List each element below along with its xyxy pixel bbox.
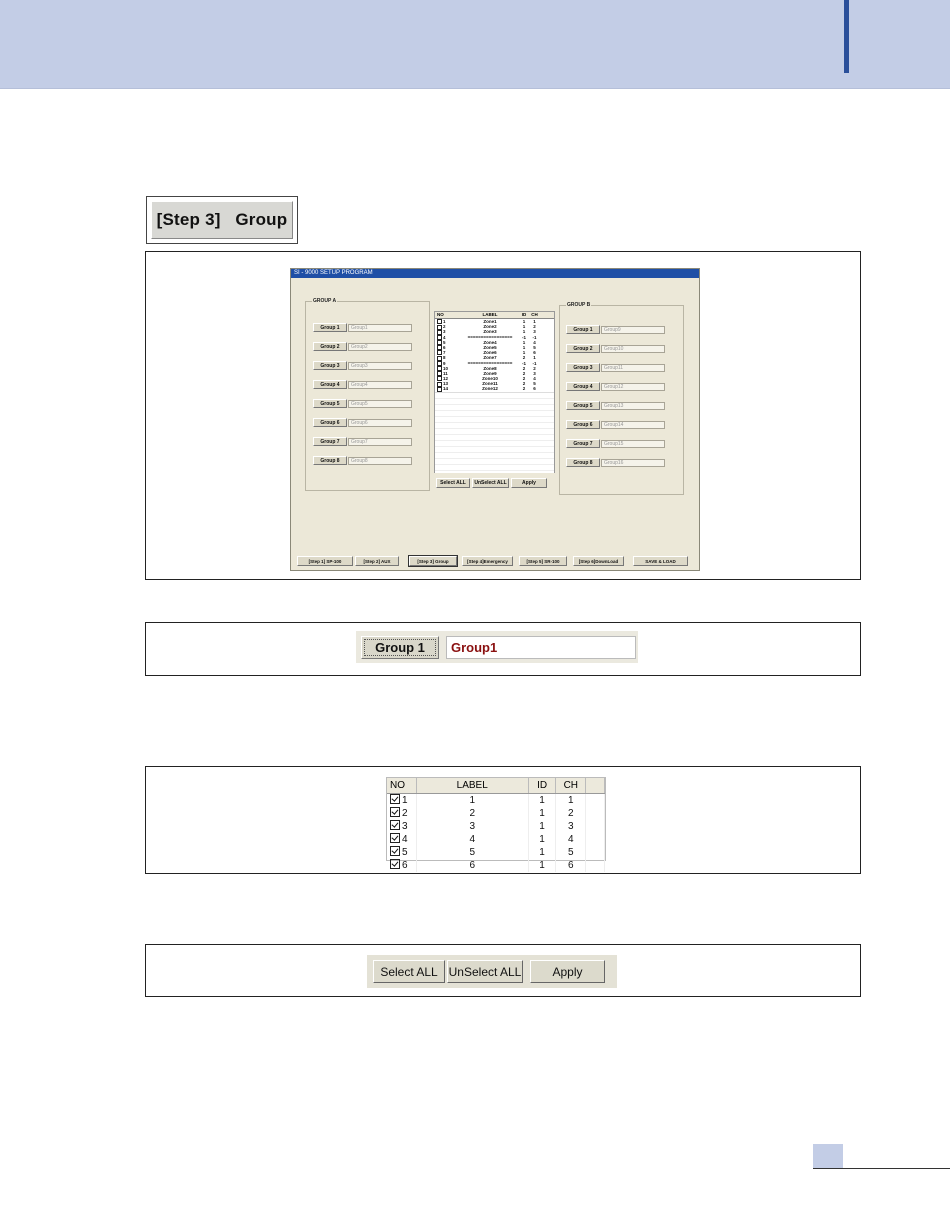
detail-cell: 6 (417, 859, 529, 872)
group_a-field-1[interactable]: Group1 (348, 324, 412, 332)
zone-cell: -1 (532, 334, 537, 340)
header-accent-bar (844, 0, 849, 73)
zone-cell: -1 (532, 360, 537, 366)
group_b-button-8[interactable]: Group 8 (566, 458, 600, 467)
zone-cell: 4 (533, 339, 536, 345)
detail-cell: 4 (556, 833, 586, 846)
checked-checkbox-icon[interactable] (390, 807, 400, 817)
table-row[interactable] (387, 833, 605, 846)
detail-cell: 6 (556, 859, 586, 872)
detail-col-label: LABEL (417, 778, 529, 793)
detail-no[interactable] (387, 833, 417, 846)
zone-cell: Zone12 (482, 386, 498, 392)
group_a-field-6[interactable]: Group6 (348, 419, 412, 427)
zone-cell: 6 (533, 350, 536, 356)
zone-cell: Zone5 (483, 344, 497, 350)
group-b-title: GROUP B (567, 302, 591, 308)
setup-window (290, 268, 700, 571)
zone-cell: Zone1 (483, 319, 497, 324)
zone-cell: 2 (522, 376, 526, 382)
step-button-3[interactable]: [Step 3] Group (409, 556, 457, 566)
detail-col-spacer (586, 778, 605, 793)
detail-cell: 5 (556, 846, 586, 859)
detail-cell: 1 (529, 859, 557, 872)
zone-no-text: 7 (443, 350, 446, 356)
table-row[interactable] (387, 794, 605, 807)
zone-cell: 1 (522, 324, 526, 330)
zone-cell: 6 (533, 386, 536, 392)
checked-checkbox-icon[interactable] (390, 820, 400, 830)
zone-cell: Zone8 (483, 365, 497, 371)
zone-no-text: 8 (443, 355, 446, 361)
zone-no-text: 3 (443, 329, 446, 335)
detail-cell: 1 (529, 794, 557, 807)
detail-no[interactable] (387, 807, 417, 820)
group_b-field-1[interactable]: Group9 (601, 326, 665, 334)
detail-no[interactable] (387, 820, 417, 833)
group_a-button-7[interactable]: Group 7 (313, 437, 347, 446)
zone-cell: -1 (521, 360, 526, 366)
zone-empty-area (435, 392, 554, 473)
detail-cell: 2 (417, 807, 529, 820)
detail-cell: 2 (556, 807, 586, 820)
apply-button-large[interactable]: Apply (530, 960, 605, 983)
zone-no-text: 2 (443, 324, 446, 330)
zone-no-text: 13 (443, 381, 449, 387)
zone-cell: 5 (533, 344, 536, 350)
group_b-field-8[interactable]: Group16 (601, 459, 665, 467)
zone-cell: 2 (522, 370, 526, 376)
zone-cell: 2 (522, 355, 526, 361)
zone-cell: Zone11 (482, 381, 498, 387)
group_a-button-8[interactable]: Group 8 (313, 456, 347, 465)
detail-col-ch: CH (556, 778, 586, 793)
zone-row[interactable] (435, 386, 554, 391)
table-row[interactable] (387, 807, 605, 820)
detail-cell: 5 (417, 846, 529, 859)
apply-button[interactable]: Apply (511, 478, 547, 488)
detail-spacer (586, 820, 605, 833)
zone-cell: Zone9 (483, 370, 497, 376)
col-label: LABEL (482, 312, 498, 317)
zone-no-text: 1 (443, 319, 446, 324)
group-a-title: GROUP A (313, 298, 337, 304)
table-row[interactable] (387, 859, 605, 872)
detail-cell: 1 (556, 794, 586, 807)
zone-cell: 1 (522, 329, 526, 335)
zone-table-header (435, 312, 554, 319)
group_b-button-7[interactable]: Group 7 (566, 439, 600, 448)
group_b-button-1[interactable]: Group 1 (566, 325, 600, 334)
group_a-button-6[interactable]: Group 6 (313, 418, 347, 427)
step-button-1[interactable]: [Step 1] SP-100 (297, 556, 353, 566)
zone-cell: Zone6 (483, 350, 497, 356)
group_b-button-4[interactable]: Group 4 (566, 382, 600, 391)
zone-no-text: 14 (443, 386, 449, 392)
detail-spacer (586, 846, 605, 859)
detail-no-text: 5 (402, 847, 408, 858)
button-bar (367, 955, 617, 988)
select-all-button[interactable]: Select ALL (436, 478, 470, 488)
detail-table-header (387, 778, 605, 794)
table-row[interactable] (387, 820, 605, 833)
zone-no-text: 10 (443, 365, 449, 371)
zone-cell: Zone7 (483, 355, 497, 361)
detail-no[interactable] (387, 794, 417, 807)
detail-spacer (586, 859, 605, 872)
detail-no[interactable] (387, 859, 417, 872)
col-id: ID (521, 312, 527, 317)
group_b-field-6[interactable]: Group14 (601, 421, 665, 429)
detail-cell: 4 (417, 833, 529, 846)
zone-cell: 1 (522, 319, 526, 324)
detail-cell: 1 (417, 794, 529, 807)
detail-spacer (586, 807, 605, 820)
group_a-button-2[interactable]: Group 2 (313, 342, 347, 351)
group_a-field-2[interactable]: Group2 (348, 343, 412, 351)
zone-cell: Zone2 (483, 324, 497, 330)
zone-cell: 2 (533, 365, 536, 371)
group_b-button-5[interactable]: Group 5 (566, 401, 600, 410)
detail-cell: 1 (529, 807, 557, 820)
zone-detail-table[interactable] (386, 777, 606, 871)
zone-no-text: 6 (443, 344, 446, 350)
unselect-all-button-large[interactable]: UnSelect ALL (447, 960, 523, 983)
zone-cell: 2 (522, 386, 526, 392)
detail-cell: 3 (417, 820, 529, 833)
group_b-field-2[interactable]: Group10 (601, 345, 665, 353)
zone-cell: 2 (533, 324, 536, 330)
step-button-5[interactable]: [Step 5] SR-100 (519, 556, 567, 566)
zone-cell: Zone4 (483, 339, 497, 345)
col-ch: CH (531, 312, 538, 317)
detail-cell: 1 (529, 833, 557, 846)
detail-no-text: 3 (402, 821, 408, 832)
zone-cell: 1 (522, 339, 526, 345)
zone-cell: 2 (522, 381, 526, 387)
group_b-field-5[interactable]: Group13 (601, 402, 665, 410)
zone-no-text: 4 (443, 334, 446, 340)
page-number-box (813, 1144, 843, 1168)
checked-checkbox-icon[interactable] (390, 833, 400, 843)
window-title: SI - 9000 SETUP PROGRAM (291, 269, 699, 278)
checked-checkbox-icon[interactable] (390, 859, 400, 869)
group_a-button-4[interactable]: Group 4 (313, 380, 347, 389)
group_b-field-7[interactable]: Group15 (601, 440, 665, 448)
zone-cell: 2 (522, 365, 526, 371)
group_a-button-3[interactable]: Group 3 (313, 361, 347, 370)
group_b-button-3[interactable]: Group 3 (566, 363, 600, 372)
footer-rule (813, 1168, 950, 1169)
zone-cell: -1 (521, 334, 526, 340)
group_a-field-5[interactable]: Group5 (348, 400, 412, 408)
step-button-7[interactable]: SAVE & LOAD (633, 556, 688, 566)
group_b-button-6[interactable]: Group 6 (566, 420, 600, 429)
detail-cell: 3 (556, 820, 586, 833)
group_a-field-4[interactable]: Group4 (348, 381, 412, 389)
group_a-field-3[interactable]: Group3 (348, 362, 412, 370)
group_a-field-7[interactable]: Group7 (348, 438, 412, 446)
group_a-button-5[interactable]: Group 5 (313, 399, 347, 408)
zone-no[interactable] (435, 386, 461, 391)
header-band (0, 0, 950, 89)
zone-cell: 1 (522, 350, 526, 356)
detail-no-text: 4 (402, 834, 408, 845)
detail-col-id: ID (529, 778, 557, 793)
detail-no-text: 6 (402, 860, 408, 871)
zone-cell: Zone10 (482, 376, 498, 382)
zone-cell: Zone3 (483, 329, 497, 335)
step3-button-illustration (146, 196, 298, 244)
zone-no-text: 5 (443, 339, 446, 345)
detail-spacer (586, 794, 605, 807)
group_a-button-1[interactable]: Group 1 (313, 323, 347, 332)
detail-cell: 1 (529, 846, 557, 859)
zone-cell: 3 (533, 329, 536, 335)
group_b-field-3[interactable]: Group11 (601, 364, 665, 372)
detail-cell: 1 (529, 820, 557, 833)
zone-cell: 1 (533, 319, 536, 324)
zone-cell: ================= (467, 334, 513, 340)
zone-cell: 5 (533, 381, 536, 387)
zone-cell: 1 (522, 344, 526, 350)
detail-col-no: NO (387, 778, 417, 793)
group_a-field-8[interactable]: Group8 (348, 457, 412, 465)
zone-cell: 3 (533, 370, 536, 376)
zone-cell: 1 (533, 355, 536, 361)
checked-checkbox-icon[interactable] (390, 846, 400, 856)
col-no: NO (437, 312, 444, 317)
detail-no-text: 1 (402, 795, 408, 806)
detail-no[interactable] (387, 846, 417, 859)
step-button-2[interactable]: [Step 2] AUX (355, 556, 399, 566)
step3-label: [Step 3] Group (151, 201, 293, 239)
group1-button-large[interactable]: Group 1 (361, 636, 439, 659)
select-all-button-large[interactable]: Select ALL (373, 960, 445, 983)
zone-cell: ================= (467, 360, 513, 366)
checked-checkbox-icon[interactable] (390, 794, 400, 804)
step-button-4[interactable]: [Step 4]Emergency (462, 556, 513, 566)
unselect-all-button[interactable]: UnSelect ALL (472, 478, 509, 488)
zone-no-text: 12 (443, 376, 449, 382)
detail-spacer (586, 833, 605, 846)
group_b-field-4[interactable]: Group12 (601, 383, 665, 391)
zone-no-text: 11 (443, 370, 448, 376)
group_b-button-2[interactable]: Group 2 (566, 344, 600, 353)
step-button-6[interactable]: [Step 6]DownLoad (573, 556, 624, 566)
zone-cell: 4 (533, 376, 536, 382)
zone-no-text: 9 (443, 360, 446, 366)
zone-table[interactable] (434, 311, 555, 473)
group1-name-field[interactable]: Group1 (446, 636, 636, 659)
table-row[interactable] (387, 846, 605, 859)
detail-no-text: 2 (402, 808, 408, 819)
checkbox-icon[interactable] (437, 387, 442, 392)
